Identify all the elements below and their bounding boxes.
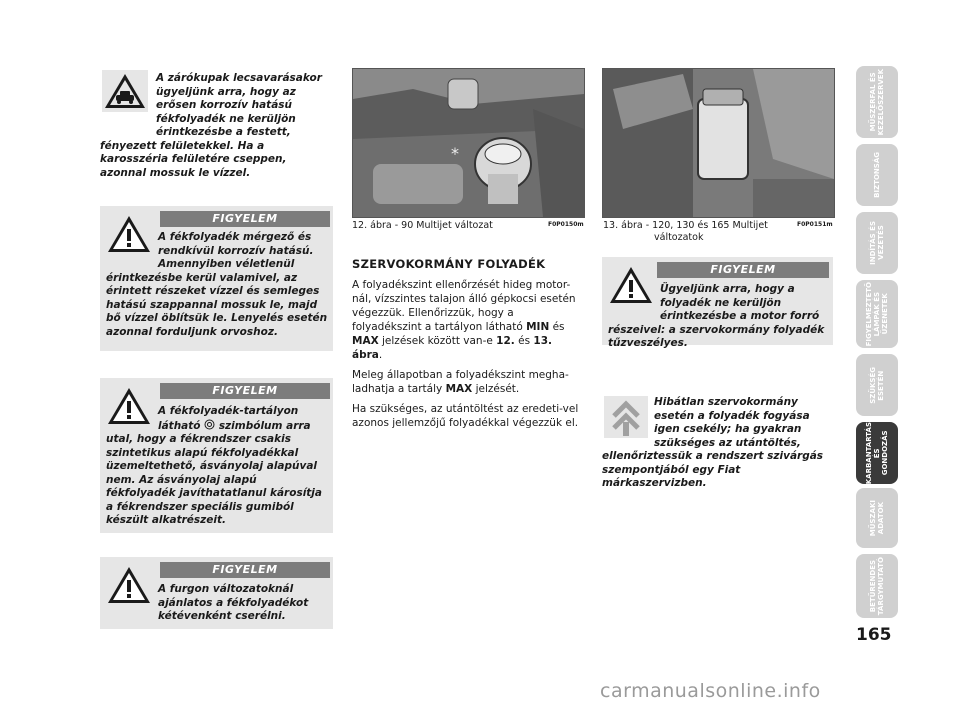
caution-text-brake-cap: A zárókupak lecsavarásakor ügyeljünk arra, hogy az erősen korrozív hatású fékfolyadék ne kerüljön érintkezésbe a festett, fényezett felületekkel. Ha a karosszéria felületére cseppen, azonnal mossuk le vízzel. (100, 72, 322, 179)
min-mark-label: MIN (526, 321, 550, 333)
chapter-tab-label: KARBANTARTÁS ÉS GONDOZÁS (865, 421, 889, 485)
warning-banner: FIGYELEM (160, 562, 330, 578)
figure-13-caption-line2: változatok (654, 232, 704, 243)
text-fragment: jelzését. (475, 383, 520, 395)
section-heading: SZERVOKORMÁNY FOLYADÉK (352, 257, 546, 271)
text-fragment: A folyadékszint ellenőrzését hideg motor-nál, vízszintes talajon álló gépkocsi esetén végezzük. Ellenőrizzük, hogy a folyadékszint a tartályon látható (352, 279, 576, 333)
max-mark-label: MAX (445, 383, 473, 395)
figure-12-engine-photo (352, 68, 585, 218)
tip-text-leak-check: Hibátlan szervokormány esetén a folyadék fogyása igen csekély; ha gyakran szükséges az utántöltés, ellenőriztessük a rendszert szivárgás szempontjából egy Fiat márkaszervizben. (602, 396, 824, 489)
text-fragment: és (518, 335, 531, 347)
text-fragment: . (378, 349, 383, 361)
warning-text-flammable-fluid: Ügyeljünk arra, hogy a folyadék ne kerüljön érintkezésbe a motor forró részeivel: a szervokormány folyadék tűzveszélyes. (608, 283, 825, 349)
figure-ref-12: 12. (496, 335, 515, 347)
paragraph-warm-state (352, 368, 584, 396)
chapter-tab-label: FIGYELMEZTETŐ LÁMPÁK ÉS ÜZENETEK (865, 281, 889, 347)
chapter-tab-2[interactable] (856, 212, 898, 274)
icon-spacer (106, 583, 158, 611)
warning-text-van-fluid-change: A furgon változatoknál ajánlatos a fékfolyadékot kétévenként cserélni. (106, 583, 328, 624)
warning-banner: FIGYELEM (160, 383, 330, 399)
warning-banner: FIGYELEM (657, 262, 829, 278)
caution-box-brake-cap (100, 66, 333, 186)
section-body (352, 278, 584, 436)
chapter-tab-7[interactable] (856, 554, 898, 618)
figure-12-caption: 12. ábra - 90 Multijet változat (352, 220, 493, 231)
brake-fluid-symbol-icon (204, 419, 215, 430)
paragraph-level-check (352, 278, 584, 362)
chapter-tab-label: SZÜKSÉG ESETÉN (869, 366, 885, 404)
engine-bay-illustration (353, 69, 584, 217)
chapter-tab-1[interactable] (856, 144, 898, 206)
engine-bay-illustration-2 (603, 69, 834, 217)
warning-box-van-fluid-change (100, 557, 333, 629)
icon-spacer (602, 396, 654, 450)
warning-box-flammable-fluid (602, 257, 833, 349)
figure-13-caption (603, 220, 803, 244)
max-mark-label: MAX (352, 335, 379, 347)
text-fragment: Meleg állapotban a folyadékszint megha-ladhatja a tartály (352, 369, 569, 395)
chapter-tab-0[interactable] (856, 66, 898, 138)
chapter-tab-5[interactable] (856, 422, 898, 484)
chapter-tab-label: MŰSZAKI ADATOK (869, 499, 885, 537)
warning-box-toxic-fluid (100, 206, 333, 351)
figure-13-code: F0P0151m (797, 221, 833, 228)
warning-text-toxic-fluid: A fékfolyadék mérgező és rendkívül korrozív hatású. Amennyiben véletlenül érintkezésbe kerül valamivel, az érintett részeket vízzel és semleges hatású szappannal mossuk le, majd bő vízzel öblítsük le. Lenyelés esetén azonnal forduljunk orvoshoz. (106, 231, 328, 338)
warning-text-part-b: szimbólum arra utal, hogy a fékrendszer csakis szintetikus alapú fékfolyadékkal üzemeltethető, ásványolaj alapúval nem. Az ásványolaj alapú fékfolyadék javíthatatlanul károsítja a fékrendszer speciális gumiból készült alkatrészeit. (106, 419, 322, 526)
text-fragment: és (552, 321, 565, 333)
icon-spacer (106, 231, 158, 259)
icon-spacer (106, 405, 158, 433)
chapter-tab-label: MŰSZERFAL ÉS KEZELŐSZERVEK (869, 68, 885, 136)
icon-spacer (608, 283, 660, 311)
paragraph-topup: Ha szükséges, az utántöltést az eredeti-vel azonos jellemzőjű folyadékkal végezzük el. (352, 403, 579, 429)
icon-spacer (100, 72, 156, 128)
chapter-tab-4[interactable] (856, 354, 898, 416)
tip-box-leak-check (602, 392, 833, 492)
warning-box-synthetic-fluid (100, 378, 333, 533)
chapter-tab-label: BETŰRENDES TÁRGYMUTATÓ (869, 556, 885, 616)
page-number: 165 (856, 625, 892, 645)
watermark: carmanualsonline.info (600, 680, 821, 702)
figure-13-engine-photo (602, 68, 835, 218)
warning-text-part-a: A fékfolyadék-tartályon látható (158, 405, 299, 432)
chapter-tab-6[interactable] (856, 488, 898, 548)
chapter-tab-3[interactable] (856, 280, 898, 348)
figure-12-code: F0P0150m (548, 221, 584, 228)
chapter-tab-label: INDÍTÁS ÉS VEZETÉS (869, 221, 885, 265)
warning-banner: FIGYELEM (160, 211, 330, 227)
svg-text:*: * (451, 144, 459, 163)
warning-text-synthetic-fluid (106, 405, 328, 528)
figure-13-caption-line1: 13. ábra - 120, 130 és 165 Multijet (603, 220, 768, 231)
chapter-tab-label: BIZTONSÁG (873, 152, 881, 198)
figure-ref-13: 13. ábra (352, 335, 553, 361)
text-fragment: jelzések között van-e (382, 335, 493, 347)
